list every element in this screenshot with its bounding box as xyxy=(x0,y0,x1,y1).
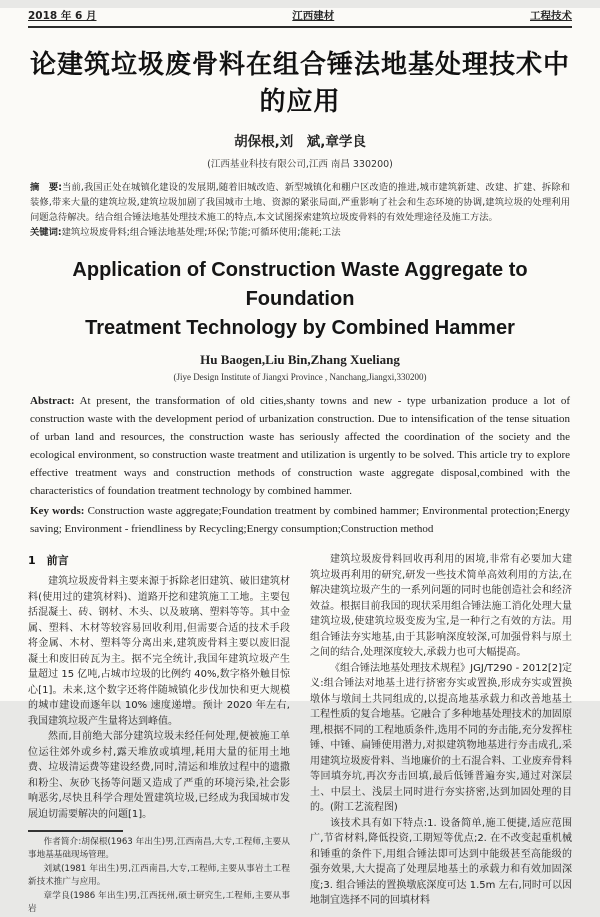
footnote-line: 作者简介:胡保根(1963 年出生)男,江西南昌,大专,工程师,主要从事地基基础现场管理。 xyxy=(28,836,290,861)
abstract-en-text: At present, the transformation of old cities,shanty towns and new - type urbanization produce a lot of construction waste with the development period of urbanization construction. Due to intensification of the tense situation of urban land and resources, the construction waste has seriously affected the coordination of the society and the ecological environment, so construction waste treatment and utilization is urgently to be solved. This article try to explore effective treatment ways and construction methods of construction waste aggregate disposal,combined with the characteristics of foundation treatment technology by combined hammer. xyxy=(30,395,570,498)
footnote-separator xyxy=(28,830,123,832)
page-header xyxy=(28,8,572,28)
authors-zh: 胡保根,刘 斌,章学良 xyxy=(234,134,366,150)
header-journal-name: 江西建材 xyxy=(292,10,335,22)
article-title-zh: 论建筑垃圾废骨料在组合锤法地基处理技术中的应用 xyxy=(29,50,570,117)
abstract-zh-text: 当前,我国正处在城镇化建设的发展期,随着旧城改造、新型城镇化和棚户区改造的推进,城市建筑新建、改建、扩建、拆除和装修,带来大量的建筑垃圾,建筑垃圾加剧了我国城市土地、资源的紧张局面,严重影响了社会和生态环境的协调,建筑垃圾的处理利用问题急待解决。结合组合锤法地基处理技术施工的特点,本文试图探索建筑垃圾废骨料的有效处理途径及施工方法。 xyxy=(30,182,571,224)
abstract-en xyxy=(30,392,570,500)
section-1-heading: 1 前言 xyxy=(28,554,69,568)
keywords-zh-text: 建筑垃圾废骨料;组合锤法地基处理;环保;节能;可循环使用;能耗;工法 xyxy=(61,227,341,239)
keywords-en-label: Key words: xyxy=(30,505,85,518)
footnote-line: 刘斌(1981 年出生)男,江西南昌,大专,工程师,主要从事岩土工程新技术推广与应用。 xyxy=(28,863,290,888)
header-section-label: 工程技术 xyxy=(530,10,572,22)
left-column xyxy=(28,552,290,915)
paper-page xyxy=(0,8,600,915)
right-column xyxy=(310,552,572,907)
body-columns xyxy=(28,552,572,915)
keywords-en xyxy=(30,502,570,538)
footnote-line: 章学良(1986 年出生)男,江西抚州,硕士研究生,工程师,主要从事岩 xyxy=(28,890,290,915)
body-paragraph: 该技术具有如下特点:1. 设备简单,施工便捷,适应范围广,节省材料,降低投资,工期短等优点;2. 在不改变起重机械和锤重的条件下,用组合锤法即可达到中能级甚至高能级的强夯效果,大大提高了处理层地基土的承载力和有效加固深度;3. 组合锤法的置换墩底深度可达 1.5m 左右,同时可以因地制宜选择不同的回填材料 xyxy=(310,817,572,907)
author-bio-footnote xyxy=(28,830,290,917)
abstract-zh-label: 摘 要: xyxy=(30,182,62,193)
keywords-zh-label: 关键词: xyxy=(30,227,62,239)
abstract-en-label: Abstract: xyxy=(30,395,75,408)
keywords-zh xyxy=(30,225,570,240)
body-paragraph: 建筑垃圾废骨料主要来源于拆除老旧建筑、破旧建筑材料(使用过的建筑材料)、道路开挖和建筑施工工地。主要包括混凝土、砖、钢材、木头、以及玻璃、塑料等等。其中金属、塑料、木材等较容易回收利用,但需要合适的技术手段将金属、木材、塑料等分离出来,建筑废骨料主要以废旧混凝土和废旧砖瓦为主。据不完全统计,我国年建筑垃圾产生量超过 15 亿吨,占城市垃圾的比例约 40%,数字格外触目惊心[1]。未来,这个数字还将伴随城镇化步伐加快和更大规模的城市建设而逐年以 10% 速度递增。预计 2020 年左右,我国建筑垃圾产生量将达到峰值。 xyxy=(28,576,290,727)
article-title-en-line1: Application of Construction Waste Aggregate to Foundation xyxy=(72,259,528,311)
body-paragraph: 建筑垃圾废骨料回收再利用的困境,非常有必要加大建筑垃圾再利用的研究,研发一些技术简单高效利用的方法,在解决建筑垃圾产生的一系列问题的同时也能创造社会和经济效益。根据目前我国的现状采用组合锤法施工消化处理大量建筑垃圾,使建筑垃圾变废为宝,是一种行之有效的方法。用组合锤法夯实地基,由于其影响深度较深,可加强骨料与原土之间的结合,处理深度较大,承载力也可大幅提高。 xyxy=(310,554,572,659)
body-paragraph: 然而,目前绝大部分建筑垃圾未经任何处理,便被施工单位运往郊外或乡村,露天堆放或填埋,耗用大量的征用土地费、垃圾清运费等建设经费,同时,清运和堆放过程中的遗撒和粉尘、灰砂飞扬等问题又造成了严重的环境污染,社会影响恶劣,尽快且科学合理处置建筑垃圾,已经成为我国城市发展迫切需要解决的问题[1]。 xyxy=(28,731,290,820)
keywords-en-text: Construction waste aggregate;Foundation treatment by combined hammer; Environmental protection;Energy saving; Environment - friendliness by Recycling;Energy consumption;Construction method xyxy=(30,505,570,536)
affiliation-zh: (江西基业科技有限公司,江西 南昌 330200) xyxy=(207,159,393,170)
article-title-en xyxy=(30,256,570,343)
affiliation-en: (Jiye Design Institute of Jiangxi Province , Nanchang,Jiangxi,330200) xyxy=(173,372,427,383)
article-title-en-line2: Treatment Technology by Combined Hammer xyxy=(85,317,515,340)
abstract-zh xyxy=(30,180,570,225)
authors-en: Hu Baogen,Liu Bin,Zhang Xueliang xyxy=(200,352,400,368)
body-paragraph: 《组合锤法地基处理技术规程》JGJ/T290 - 2012[2]定义:组合锤法对地基土进行挤密夯实或置换,形成夯实或置换墩体与墩间土共同组成的,以提高地基承载力和改善地基土工程性质的复合地基。它融合了多种地基处理技术的加固原理,根据不同的工程地质条件,选用不同的夯击能,充分发挥柱锤、中锤、扁锤使用潜力,对拟建筑物地基进行夯击成孔,采用建筑垃圾废骨料、当地廉价的土石混合料、工业废弃骨料等回填夯坑,再次夯击回填,最后低锤普遍夯实,通过对深层土、中层土、浅层土同时进行夯实挤密,达到加固处理的目的。(附工艺流程图) xyxy=(310,662,572,814)
header-date: 2018 年 6 月 xyxy=(28,10,97,22)
